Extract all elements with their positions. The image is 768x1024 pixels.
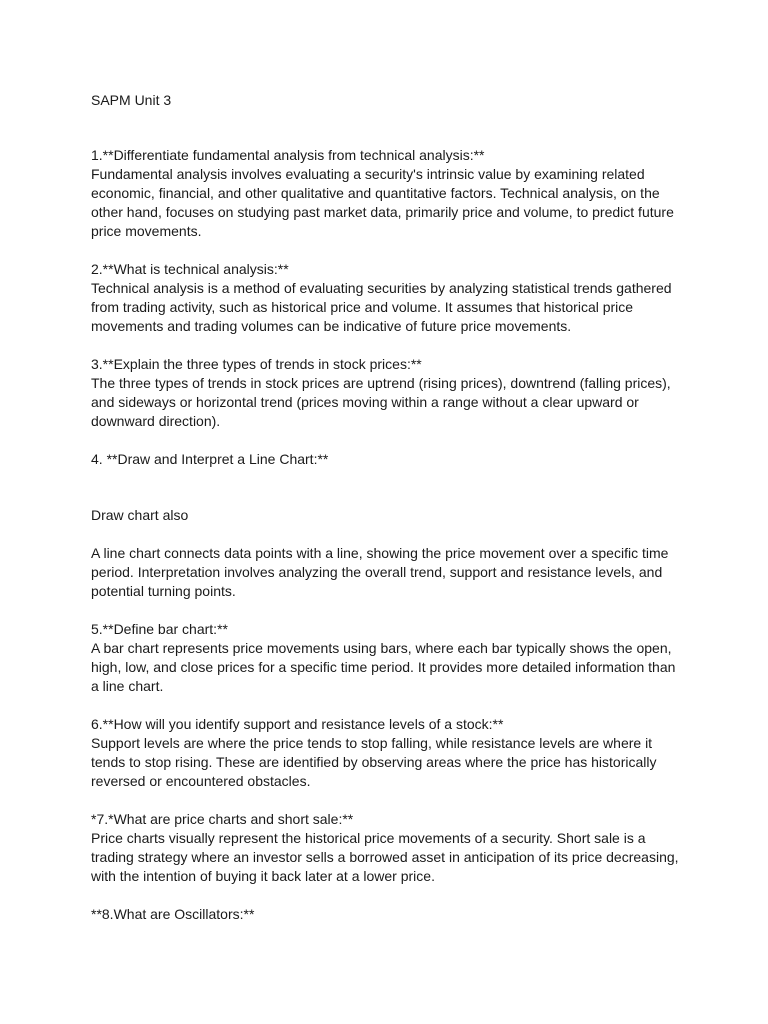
question-7: *7.*What are price charts and short sale:**	[91, 811, 354, 827]
section-5	[91, 620, 681, 696]
question-3: 3.**Explain the three types of trends in stock prices:**	[91, 356, 422, 372]
document-title: SAPM Unit 3	[91, 92, 172, 108]
answer-3: The three types of trends in stock prices are uptrend (rising prices), downtrend (falling prices), and sideways or horizontal trend (prices moving within a range without a clear upward or downward direction).	[91, 375, 671, 429]
section-8	[91, 905, 681, 924]
section-1	[91, 146, 681, 241]
section-4	[91, 450, 681, 601]
blank-space	[91, 469, 681, 506]
question-6: 6.**How will you identify support and resistance levels of a stock:**	[91, 716, 504, 732]
answer-2: Technical analysis is a method of evaluating securities by analyzing statistical trends gathered from trading activity, such as historical price and volume. It assumes that historical price movements and trading volumes can be indicative of future price movements.	[91, 280, 672, 334]
section-3	[91, 355, 681, 431]
answer-1: Fundamental analysis involves evaluating a security's intrinsic value by examining related economic, financial, and other qualitative and quantitative factors. Technical analysis, on the other hand, focuses on studying past market data, primarily price and volume, to predict future price movements.	[91, 166, 674, 239]
answer-7: Price charts visually represent the historical price movements of a security. Short sale is a trading strategy where an investor sells a borrowed asset in anticipation of its price decreasing, with the intention of buying it back later at a lower price.	[91, 830, 679, 884]
question-4: 4. **Draw and Interpret a Line Chart:**	[91, 451, 329, 467]
question-5: 5.**Define bar chart:**	[91, 621, 228, 637]
section-6	[91, 715, 681, 791]
draw-chart-note: Draw chart also	[91, 507, 189, 523]
line-chart-explanation: A line chart connects data points with a line, showing the price movement over a specific time period. Interpretation involves analyzing the overall trend, support and resistance levels, and potential turning points.	[91, 545, 669, 599]
section-2	[91, 260, 681, 336]
question-2: 2.**What is technical analysis:**	[91, 261, 289, 277]
document-page	[91, 91, 681, 943]
question-1: 1.**Differentiate fundamental analysis from technical analysis:**	[91, 147, 485, 163]
question-8: **8.What are Oscillators:**	[91, 906, 255, 922]
answer-6: Support levels are where the price tends to stop falling, while resistance levels are where it tends to stop rising. These are identified by observing areas where the price has historically reversed or encountered obstacles.	[91, 735, 657, 789]
answer-5: A bar chart represents price movements using bars, where each bar typically shows the open, high, low, and close prices for a specific time period. It provides more detailed information than a line chart.	[91, 640, 676, 694]
section-7	[91, 810, 681, 886]
